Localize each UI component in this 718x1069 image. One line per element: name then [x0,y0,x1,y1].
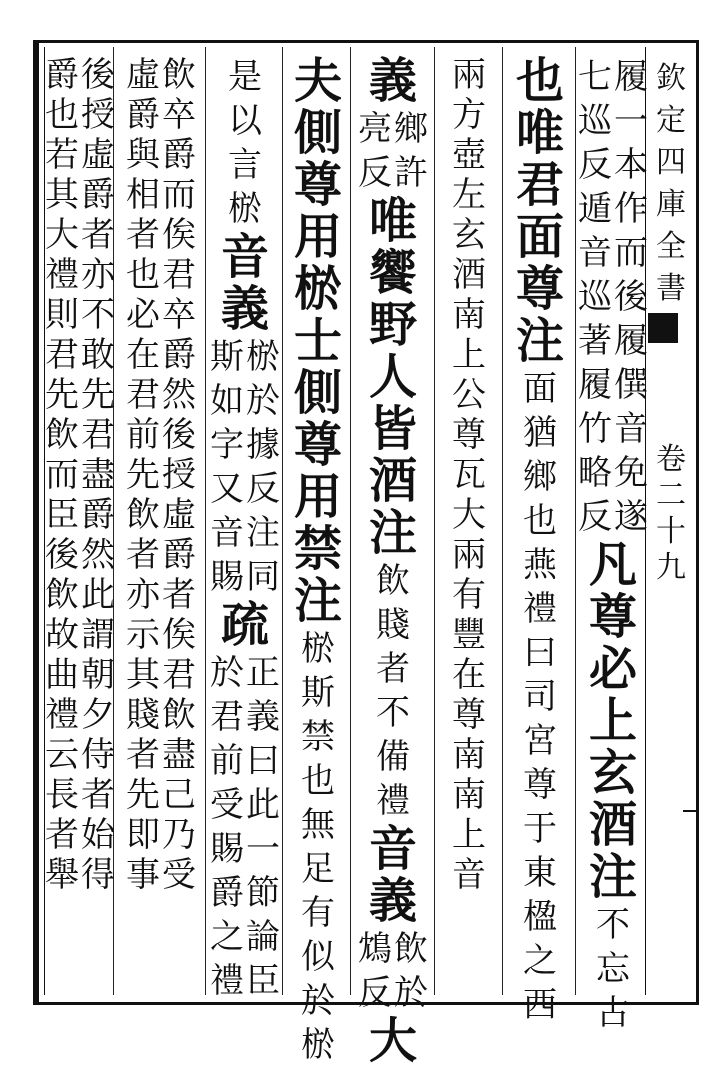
margin-tick [683,810,697,812]
text-column-2 [508,55,572,1027]
annotation-line: 亮 反 [358,109,392,193]
margin-volume-label: 卷 二 十 九 [656,442,686,585]
annotation-line: 虛 爵 與 相 者 也 必 在 君 前 先 飲 者 亦 示 其 賤 者 先 即 事 [126,55,160,895]
annotation-line: 飲 卒 爵 而 俟 君 卒 爵 然 後 授 虛 爵 者 俟 君 飲 盡 己 乃 受 [162,55,196,895]
main-text-run: 音 義 [220,229,269,337]
annotation-line: 後 授 虛 爵 者 亦 不 敢 先 君 盡 爵 然 此 謂 朝 夕 侍 者 始 得 [81,55,115,895]
text-column-5 [288,55,348,1067]
annotation-line: 履 竹 略 反 [578,365,612,537]
text-column-4 [356,55,430,1067]
column-rule [434,47,435,995]
annotation-line: 正 義 曰 此 一 節 論 臣 [246,653,280,1001]
annotation-run: 不 忘 古 [596,905,630,1033]
main-text-run: 大 [368,1013,417,1069]
annotation-run: 兩 方 壺 左 玄 酒 南 上 公 尊 瓦 大 兩 有 豐 在 尊 南 南 上 音 [452,55,486,895]
column-rule [350,47,351,995]
annotation-subcolumns [126,55,196,895]
annotation-subcolumns [578,363,648,539]
main-text-run: 唯 饗 野 人 皆 酒 注 [368,193,417,561]
annotation-line: 履 一 本 作 而 後 履 [614,57,648,361]
annotation-subcolumns [210,651,280,1003]
main-text-run: 義 [368,53,417,109]
annotation-line: 於 君 前 受 賜 爵 之 禮 [210,653,244,1001]
annotation-run: 是 以 言 棜 [228,57,262,229]
column-rule [502,47,503,995]
column-rule [205,47,206,995]
text-column-6 [211,55,279,1003]
annotation-run: 棜 斯 禁 也 無 足 有 似 於 棜 [301,629,335,1065]
annotation-subcolumns [578,55,648,363]
annotation-line: 爵 也 若 其 大 禮 則 君 先 飲 而 臣 後 飲 故 曲 禮 云 長 者 舉 [45,55,79,895]
annotation-line: 鄉 許 [394,109,428,193]
text-column-8 [45,55,115,895]
main-text-run: 凡 尊 必 上 玄 酒 注 [588,537,637,905]
margin-book-title: 欽 定 四 庫 全 書 [656,61,686,306]
annotation-line: 棜 於 據 反 注 同 [246,337,280,597]
main-text-run: 夫 側 尊 用 棜 士 側 尊 用 禁 注 [293,53,342,629]
main-text-run: 也 唯 君 面 尊 注 [515,53,564,369]
column-rule [575,47,576,995]
annotation-line: 斯 如 字 又 音 賜 [210,337,244,597]
annotation-run: 面 猶 鄉 也 燕 禮 曰 司 宮 尊 于 東 楹 之 西 [523,369,557,1025]
annotation-line: 鴆 反 [358,929,392,1013]
column-rule [282,47,283,995]
annotation-line: 七 巡 反 遁 音 巡 著 [578,57,612,361]
annotation-subcolumns [210,335,280,599]
main-text-run: 音 義 [368,821,417,929]
fish-tail-mark [648,313,678,343]
text-column-3 [440,55,498,895]
annotation-subcolumns [358,107,428,195]
main-text-run: 疏 [220,597,269,653]
annotation-line: 飲 於 [394,929,428,1013]
annotation-subcolumns [45,55,115,895]
annotation-line: 僎 音 免 遂 [614,365,648,537]
text-column-1 [578,55,648,1035]
text-column-7 [119,55,203,895]
annotation-subcolumns [358,927,428,1015]
annotation-run: 飲 賤 者 不 備 禮 [376,561,410,821]
